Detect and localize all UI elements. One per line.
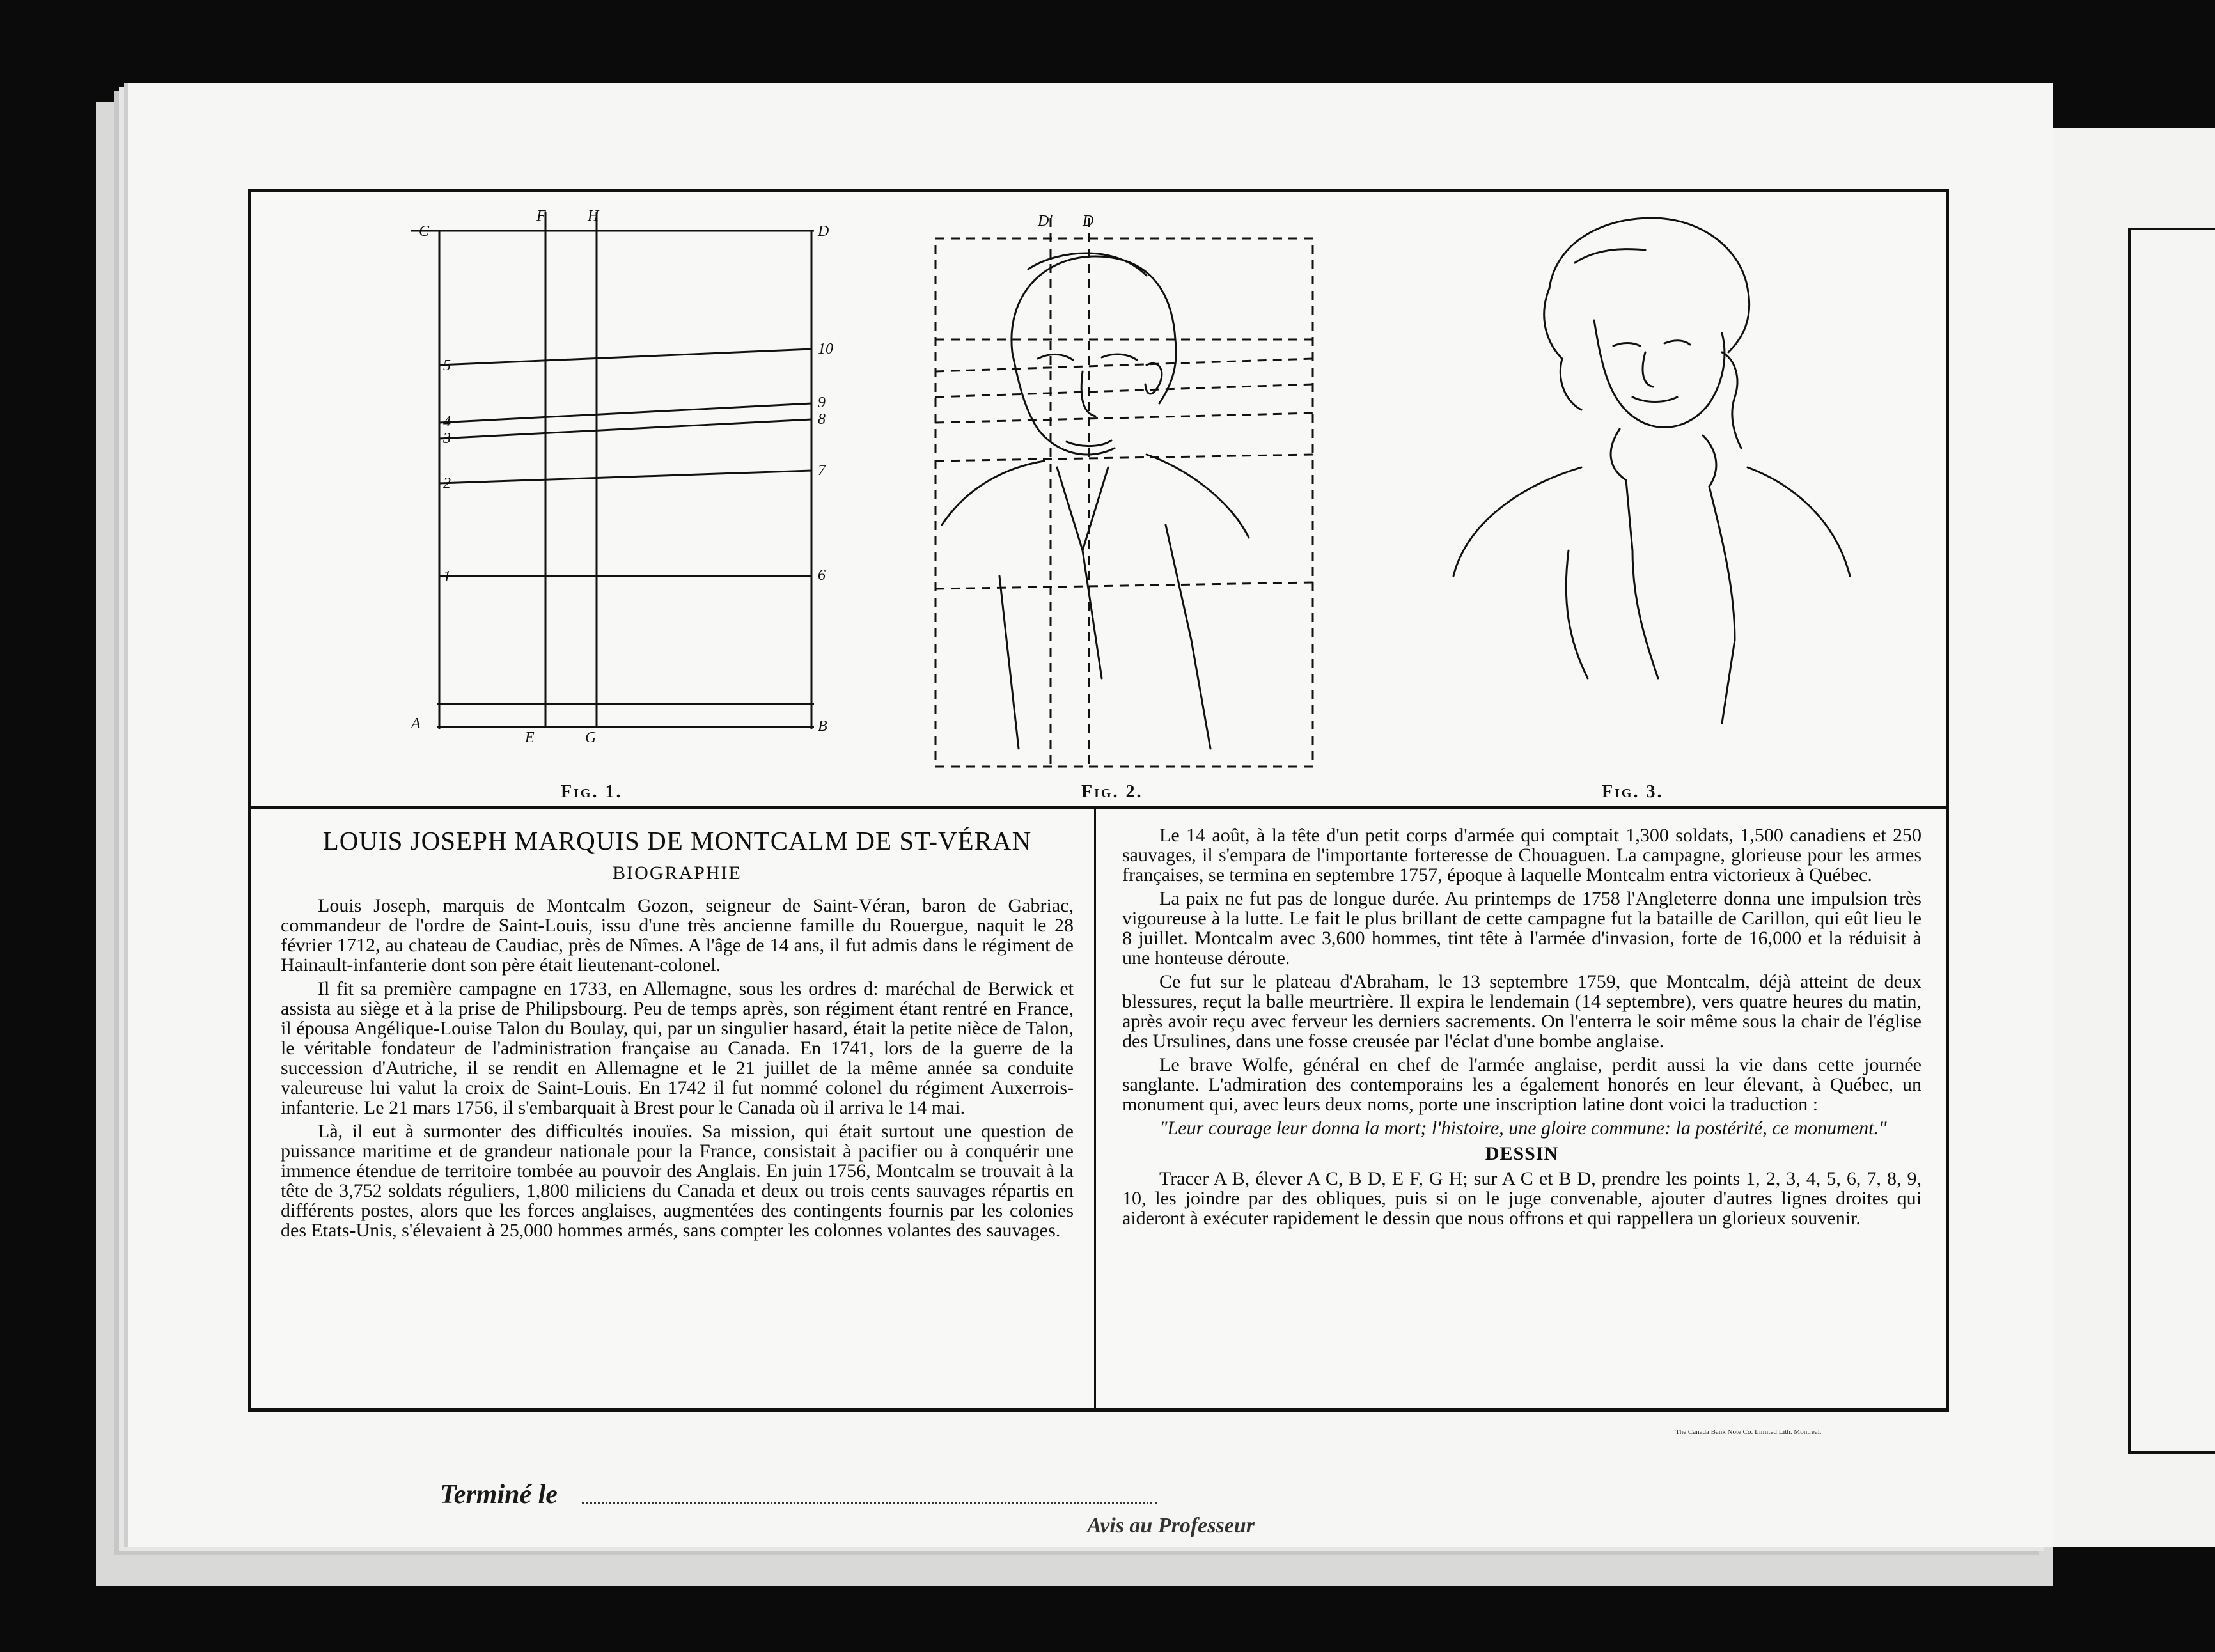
fig2-portrait-sketch bbox=[942, 253, 1249, 749]
article-title: LOUIS JOSEPH MARQUIS DE MONTCALM DE ST-VÉRAN bbox=[322, 826, 1032, 855]
article-subtitle: BIOGRAPHIE bbox=[613, 862, 742, 884]
fig1-label-g: G bbox=[585, 729, 597, 746]
handwritten-termine: Terminé le bbox=[440, 1480, 558, 1509]
fig1-num-10: 10 bbox=[818, 341, 833, 357]
fig1-num-4: 4 bbox=[443, 414, 451, 430]
fig1-num-8: 8 bbox=[818, 411, 826, 428]
fig2-dashed-grid bbox=[935, 218, 1313, 767]
bio-paragraph: Louis Joseph, marquis de Montcalm Gozon, seigneur de Saint-Véran, baron de Gabriac, commandeur de l'ordre de Saint-Louis, issu d'une très ancienne famille du Rouergue, naquit le 28 février 1712, au chateau de Caudiac, près de Nîmes. A l'âge de 14 ans, il fut admis dans le régiment de Hainault-infanterie dont son père était lieutenant-colonel. bbox=[281, 895, 1074, 976]
drawing-plate bbox=[248, 189, 1949, 1412]
completion-dotted-line bbox=[582, 1502, 1157, 1504]
printer-imprint: The Canada Bank Note Co. Limited Lith. Montreal. bbox=[1675, 1428, 1822, 1436]
fig2-labels bbox=[1037, 213, 1093, 230]
fig2-caption: Fig. 2. bbox=[1081, 782, 1143, 802]
handwritten-avis: Avis au Professeur bbox=[1087, 1514, 1255, 1538]
fig1-label-h: H bbox=[588, 208, 599, 224]
fig3-portrait bbox=[1453, 218, 1850, 723]
bio-paragraph: Le 14 août, à la tête d'un petit corps d'armée qui comptait 1,300 soldats, 1,500 canadiens et 250 sauvages, il s'empara de l'importante forteresse de Chouaguen. La campagne, glorieuse pour les armes françaises, se termina en septembre 1757, époque à laquelle Montcalm entra victorieux à Québec. bbox=[1122, 825, 1921, 885]
adjacent-page-frame bbox=[2128, 228, 2215, 1454]
figures-area bbox=[251, 192, 1946, 806]
fig1-caption: Fig. 1. bbox=[561, 782, 623, 802]
dessin-heading: DESSIN bbox=[1485, 1143, 1559, 1164]
fig1-num-7: 7 bbox=[818, 462, 826, 479]
fig1-num-5: 5 bbox=[443, 357, 451, 374]
bio-paragraph: Il fit sa première campagne en 1733, en Allemagne, sous les ordres d: maréchal de Berwick et assista au siège et à la prise de Philipsbourg. Peu de temps après, son régiment étant rentré en France, il épousa Angélique-Louise Talon du Boulay, qui, par un singulier hasard, était la petite nièce de Talon, le véritable fondateur de l'administration française au Canada. En 1741, lors de la guerre de la succession d'Autriche, il se rendit en Allemagne et le 21 juillet de la même année sa conduite valeureuse lui valut la croix de Saint-Louis. En 1742 il fut nommé colonel du régiment Auxerrois-infanterie. Le 21 mars 1756, il s'embarquait à Brest pour le Canada où il arriva le 14 mai. bbox=[281, 978, 1074, 1118]
bio-paragraph: La paix ne fut pas de longue durée. Au printemps de 1758 l'Angleterre donna une impulsion très vigoureuse à la lutte. Le fait le plus brillant de cette campagne fut la bataille de Carillon, qui eût lieu le 8 juillet. Montcalm avec 3,600 hommes, tint tête à l'armée d'invasion, forte de 16,000 et la réduisit à une honteuse déroute. bbox=[1122, 888, 1921, 969]
fig1-label-c: C bbox=[419, 223, 430, 240]
fig1-label-d: D bbox=[818, 223, 829, 240]
fig1-label-f: F bbox=[536, 208, 546, 224]
bio-paragraph: Ce fut sur le plateau d'Abraham, le 13 septembre 1759, que Montcalm, déjà atteint de deux blessures, reçut la balle meurtrière. Il expira le lendemain (14 septembre), vers quatre heures du matin, après avoir reçu avec ferveur les derniers sacrements. On l'enterra le soir même sous la chair de l'église des Ursulines, dans une fosse creusée par l'éclat d'une bombe anglaise. bbox=[1122, 971, 1921, 1052]
biography-right-column bbox=[1122, 825, 1921, 1232]
fig1-grid bbox=[411, 212, 814, 729]
dessin-instructions: Tracer A B, élever A C, B D, E F, G H; sur A C et B D, prendre les points 1, 2, 3, 4, 5, 6, 7, 8, 9, 10, les joindre par des obliques, puis si on le juge convenable, ajouter d'autres lignes droites qui aideront à exécuter rapidement le dessin que nous offrons et qui rappellera un glorieux souvenir. bbox=[1122, 1168, 1921, 1229]
figures-text-divider bbox=[251, 806, 1946, 809]
fig1-label-e: E bbox=[525, 729, 535, 746]
fig1-num-9: 9 bbox=[818, 394, 826, 411]
fig1-label-b: B bbox=[818, 718, 827, 735]
fig1-num-2: 2 bbox=[443, 475, 451, 492]
bio-paragraph: Là, il eut à surmonter des difficultés inouïes. Sa mission, qui était surtout une question de puissance maritime et de grandeur nationale pour la France, consistait à pacifier ou à conquérir une immence étendue de territoire tombée au pouvoir des Anglais. En juin 1756, Montcalm se trouvait à la tête de 3,752 soldats réguliers, 1,800 miliciens du Canada et deux ou trois cents sauvages répartis en différents postes, alors que les forces anglaises, augmentées des contingents fournis par les colonies des Etats-Unis, s'élevaient à 25,000 hommes armés, sans compter les colonnes volantes des sauvages. bbox=[281, 1121, 1074, 1241]
fig1-num-1: 1 bbox=[443, 568, 451, 585]
bio-paragraph: Le brave Wolfe, général en chef de l'armée anglaise, perdit aussi la vie dans cette journée sanglante. L'admiration des contemporains les a également honorés en leur élevant, à Québec, un monument qui, avec leurs deux noms, porte une inscription latine dont voici la traduction : bbox=[1122, 1054, 1921, 1115]
column-divider bbox=[1094, 809, 1096, 1410]
fig2-label-d: D bbox=[1083, 213, 1094, 230]
monument-inscription-quote: "Leur courage leur donna la mort; l'histoire, une gloire commune: la postérité, ce monument." bbox=[1159, 1118, 1887, 1139]
fig1-label-a: A bbox=[411, 715, 421, 732]
fig3-caption: Fig. 3. bbox=[1602, 782, 1664, 802]
fig1-num-6: 6 bbox=[818, 567, 826, 584]
figures-svg bbox=[251, 192, 1946, 806]
fig1-num-3: 3 bbox=[443, 430, 451, 447]
fig2-label-dprime: D' bbox=[1038, 213, 1053, 230]
biography-left-column bbox=[281, 825, 1074, 1244]
